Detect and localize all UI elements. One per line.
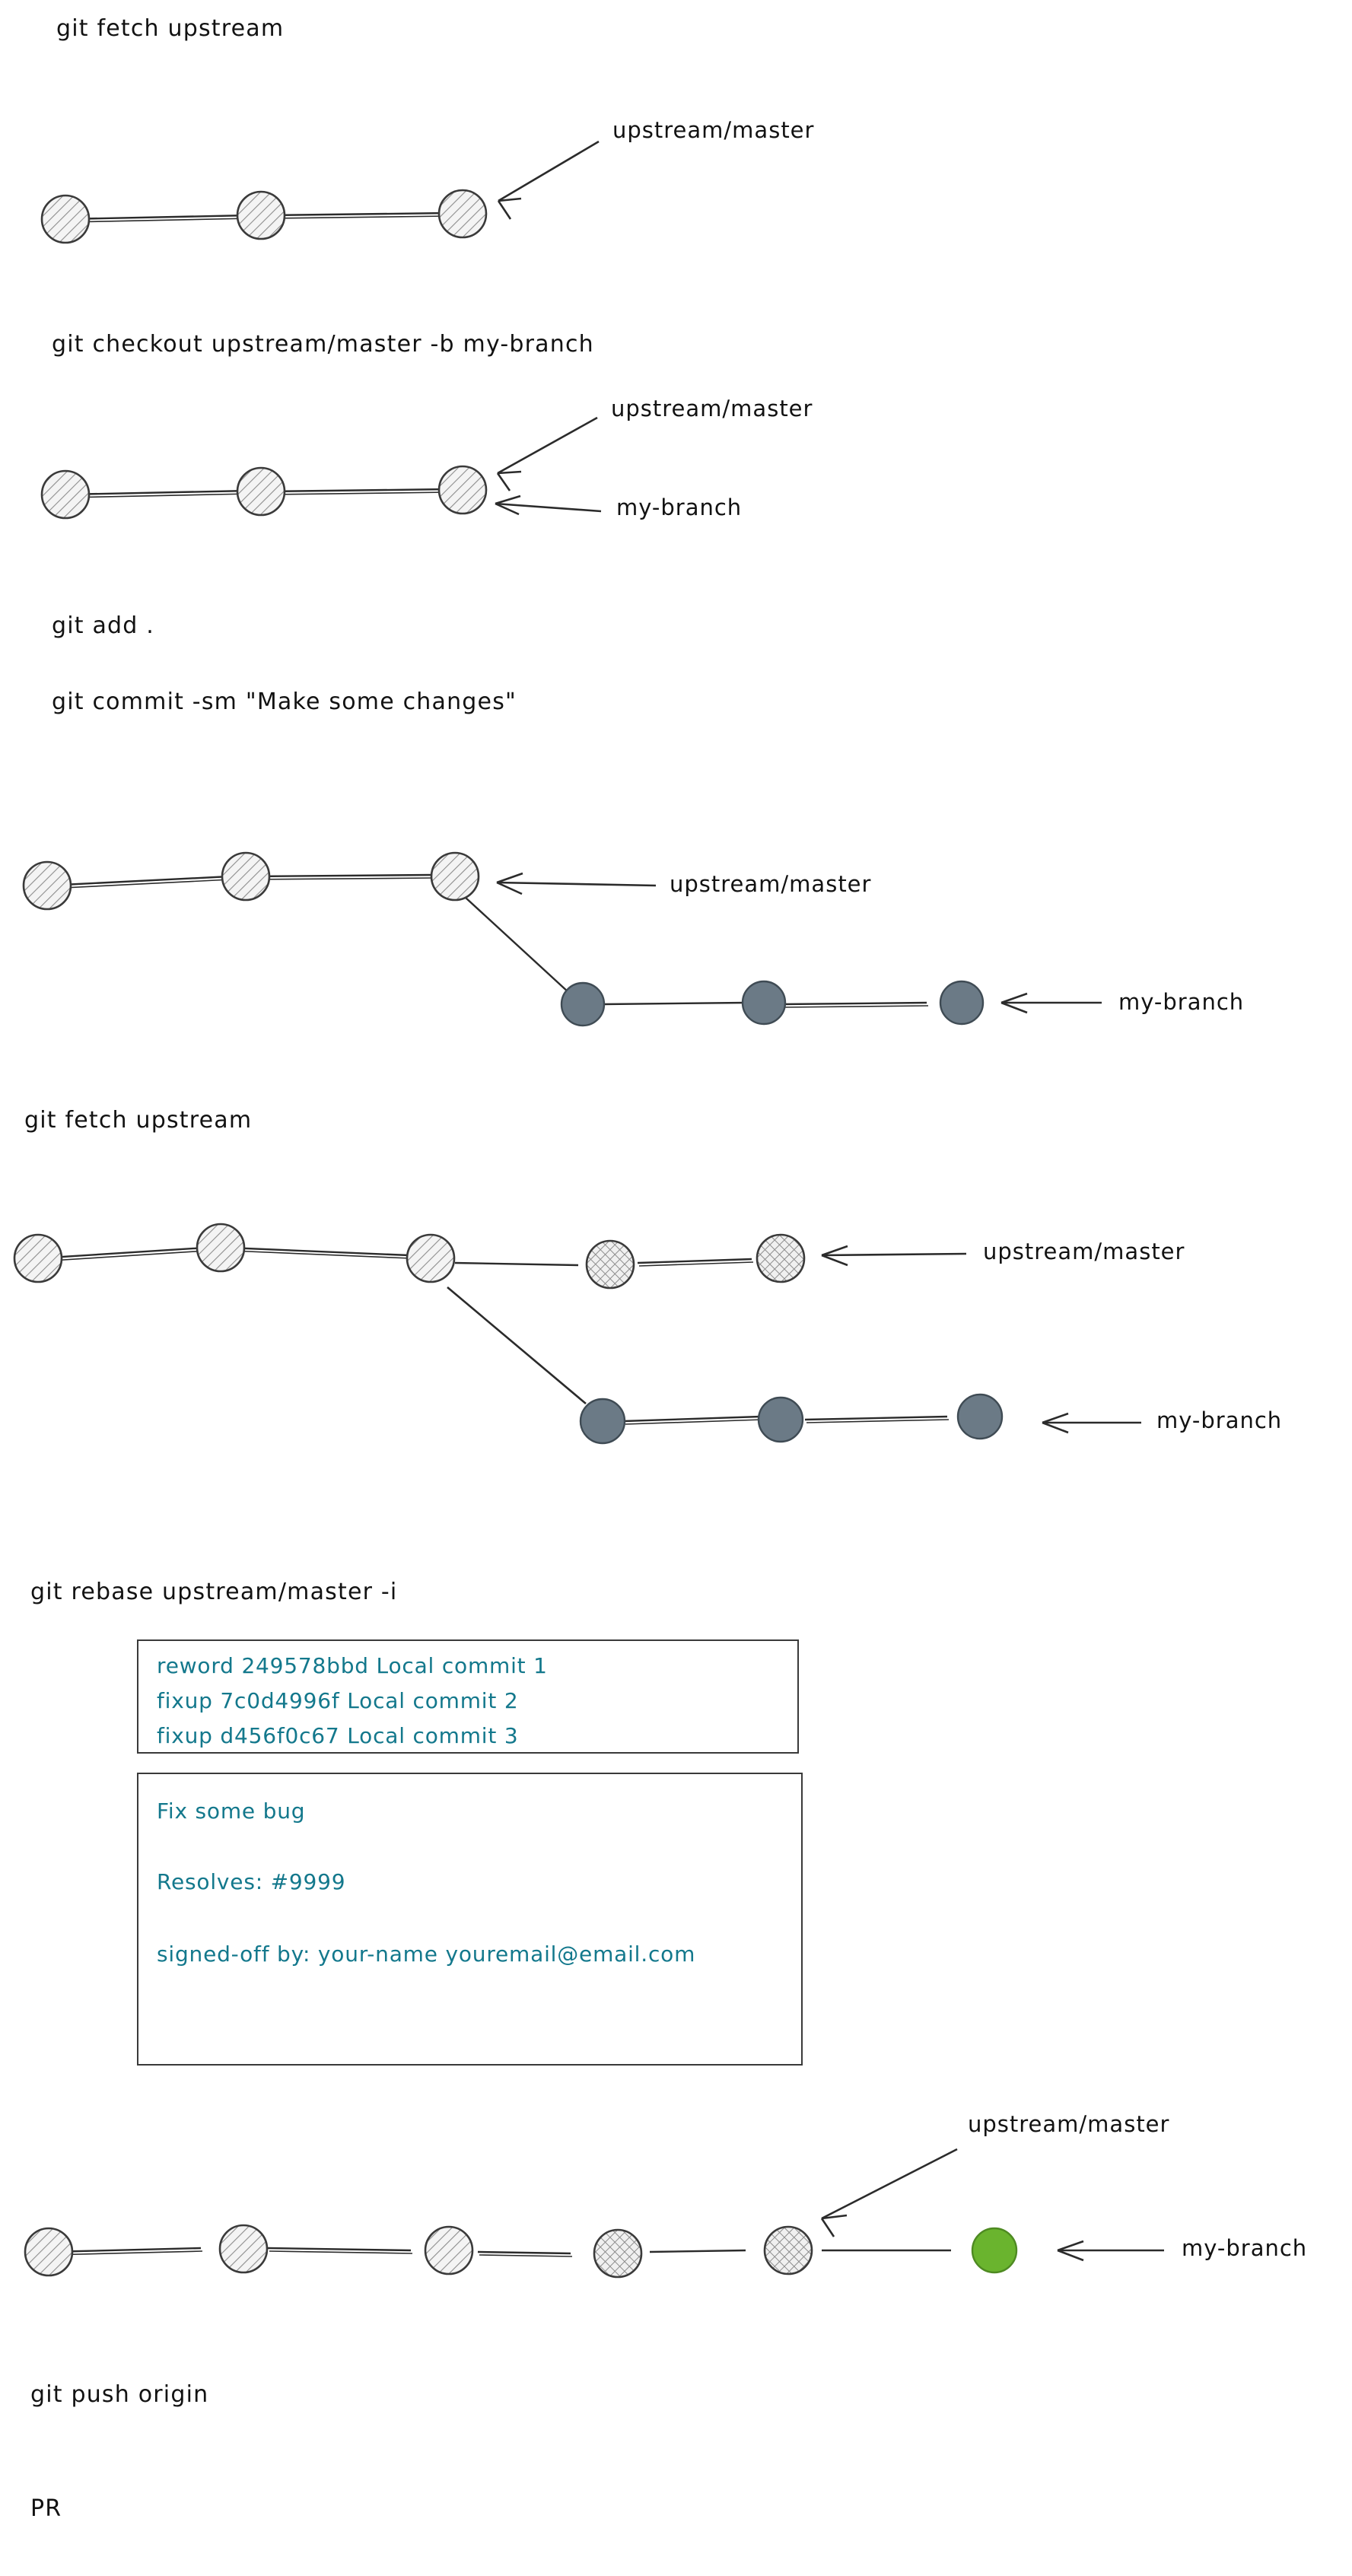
step-2-graph [42,418,601,518]
label-my-branch-5: my-branch [1182,2235,1308,2261]
step-1-graph [42,142,599,243]
label-my-branch-2: my-branch [616,495,743,520]
command-pr: PR [30,2495,62,2522]
step-3-graph [24,853,1102,1026]
rebase-todo-box[interactable] [137,1639,799,1754]
command-git-fetch-upstream-2: git fetch upstream [24,1107,253,1134]
command-git-checkout: git checkout upstream/master -b my-branch [52,331,594,358]
command-git-push-origin: git push origin [30,2381,209,2408]
commit-signoff: signed-off by: your-name youremail@email.com [157,1942,696,1967]
label-upstream-master-1: upstream/master [612,117,815,143]
rebase-todo-line-1: reword 249578bbd Local commit 1 [157,1653,548,1678]
command-git-add: git add . [52,612,155,639]
label-upstream-master-5: upstream/master [968,2111,1170,2137]
command-git-fetch-upstream-1: git fetch upstream [56,15,285,42]
label-upstream-master-3: upstream/master [670,871,872,897]
rebase-todo-line-2: fixup 7c0d4996f Local commit 2 [157,1688,519,1713]
label-upstream-master-4: upstream/master [983,1239,1185,1264]
commit-message-box[interactable] [137,1773,803,2066]
rebase-todo-line-3: fixup d456f0c67 Local commit 3 [157,1723,519,1748]
command-git-commit: git commit -sm "Make some changes" [52,689,517,715]
commit-subject: Fix some bug [157,1798,306,1824]
label-my-branch-4: my-branch [1156,1407,1283,1433]
command-git-rebase: git rebase upstream/master -i [30,1579,398,1605]
step-5-graph [25,2149,1164,2277]
step-4-graph [14,1224,1141,1443]
label-my-branch-3: my-branch [1118,989,1245,1015]
label-upstream-master-2: upstream/master [611,396,813,421]
commit-resolves: Resolves: #9999 [157,1869,346,1894]
